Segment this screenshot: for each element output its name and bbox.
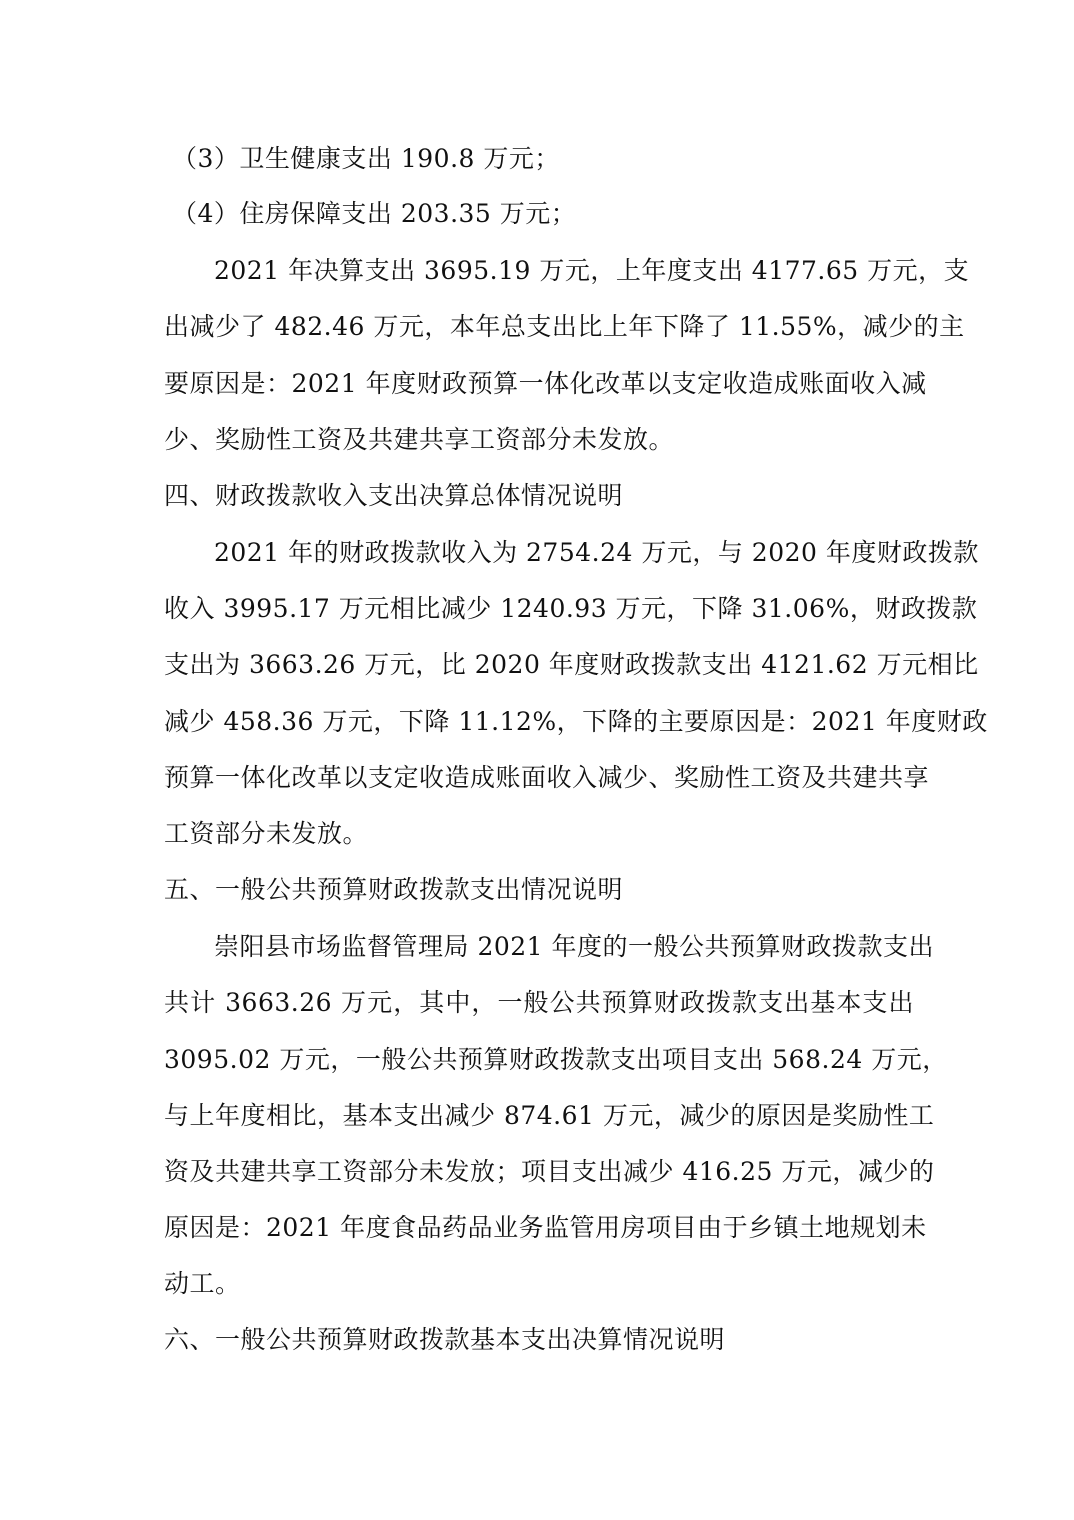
section-heading-6: 六、一般公共预算财政拨款基本支出决算情况说明 xyxy=(164,1325,726,1354)
paragraph-line: 2021 年的财政拨款收入为 2754.24 万元，与 2020 年度财政拨款 xyxy=(214,538,979,567)
paragraph-line: 崇阳县市场监督管理局 2021 年度的一般公共预算财政拨款支出 xyxy=(214,932,935,961)
paragraph-line: 资及共建共享工资部分未发放；项目支出减少 416.25 万元，减少的 xyxy=(164,1157,935,1186)
paragraph-line: 预算一体化改革以支定收造成账面收入减少、奖励性工资及共建共享 xyxy=(164,763,930,792)
section-heading-5: 五、一般公共预算财政拨款支出情况说明 xyxy=(164,875,624,904)
paragraph-line: 收入 3995.17 万元相比减少 1240.93 万元，下降 31.06%，财政拨款 xyxy=(164,594,978,623)
paragraph-line: 3095.02 万元，一般公共预算财政拨款支出项目支出 568.24 万元， xyxy=(164,1045,948,1074)
paragraph-line: 要原因是：2021 年度财政预算一体化改革以支定收造成账面收入减 xyxy=(164,369,927,398)
paragraph-line: 减少 458.36 万元，下降 11.12%，下降的主要原因是：2021 年度财政 xyxy=(164,707,988,736)
paragraph-line: 支出为 3663.26 万元，比 2020 年度财政拨款支出 4121.62 万元相比 xyxy=(164,650,979,679)
paragraph-line: 少、奖励性工资及共建共享工资部分未发放。 xyxy=(164,425,675,454)
paragraph-line: 2021 年决算支出 3695.19 万元，上年度支出 4177.65 万元，支 xyxy=(214,256,970,285)
paragraph-line: 与上年度相比，基本支出减少 874.61 万元，减少的原因是奖励性工 xyxy=(164,1101,935,1130)
paragraph-line: 工资部分未发放。 xyxy=(164,819,369,848)
paragraph-line: 出减少了 482.46 万元，本年总支出比上年下降了 11.55%，减少的主 xyxy=(164,312,965,341)
list-item-health-expense: （3）卫生健康支出 190.8 万元； xyxy=(172,144,560,173)
section-heading-4: 四、财政拨款收入支出决算总体情况说明 xyxy=(164,481,624,510)
paragraph-line: 动工。 xyxy=(164,1269,241,1298)
list-item-housing-expense: （4）住房保障支出 203.35 万元； xyxy=(172,199,577,228)
paragraph-line: 原因是：2021 年度食品药品业务监管用房项目由于乡镇土地规划未 xyxy=(164,1213,927,1242)
paragraph-line: 共计 3663.26 万元，其中，一般公共预算财政拨款支出基本支出 xyxy=(164,988,914,1017)
